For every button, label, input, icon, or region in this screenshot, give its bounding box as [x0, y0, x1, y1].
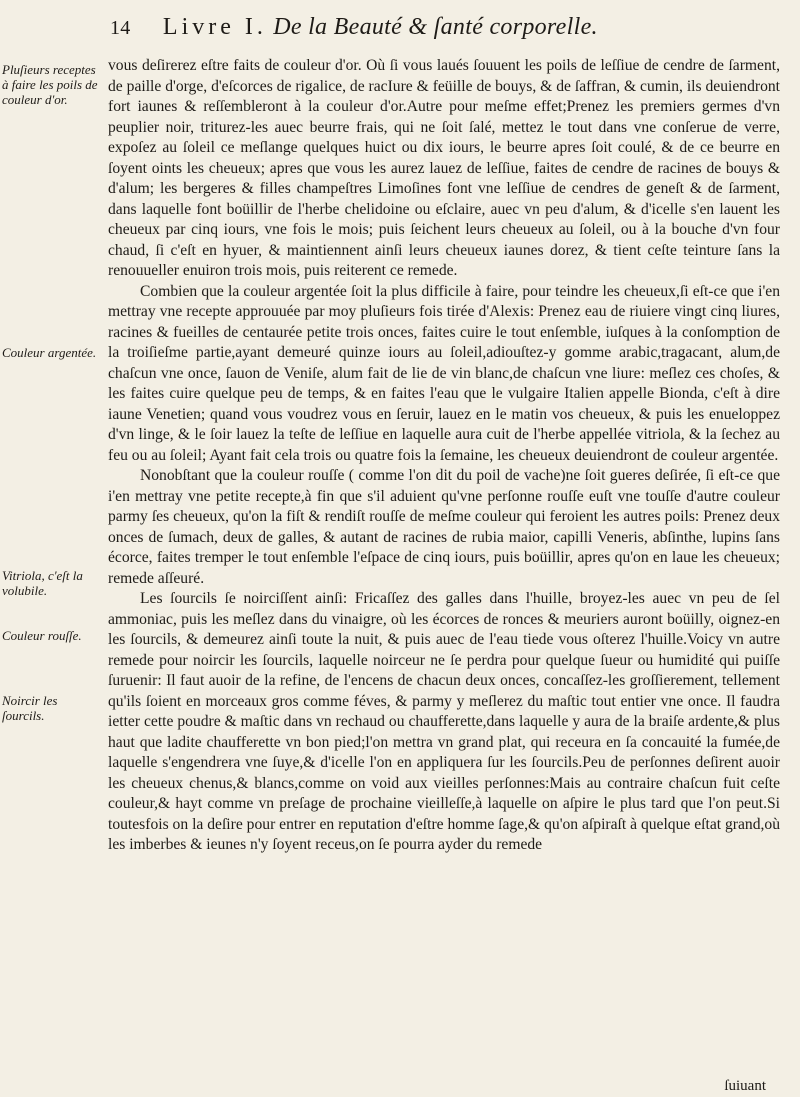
paragraph-red: Nonobſtant que la couleur rouſſe ( comme l'on dit du poil de vache)ne ſoit gueres deſirée, ſi eſt-ce que i'en mettray vne petite recepte,à fin que s'il aduient qu'vne perſonne rouſſe euſt vne touſſe d'autre couleur parmy ſes cheueux, qu'on la fiſt & rendiſt rouſſe de meſme couleur qui feroient les autres poils: Prenez deux onces de ſumach, deux de galles, & autant de racines de rubia maior, capilli Veneris, abſinthe, lupins ſans écorce, faites tremper le tout enſemble l'eſpace de cinq iours, puis boüillir, apres qu'on en laue les cheueux; remede aſſeuré. — [108, 467, 780, 587]
margin-note-eyebrows: Noircir les ſourcils. — [2, 693, 58, 723]
margin-note-gold-hair: Pluſieurs receptes à faire les poils de couleur d'or. — [2, 62, 98, 107]
paragraph-gold: vous deſirerez eſtre faits de couleur d'or. Où ſi vous laués ſouuent les poils de leſſiue de cendre de ſarment, de paille d'orge, d'eſcorces de rigalice, de racIure & feüille de bouys, & de ſaffran, & cumin, ils deuiendront fort iaunes & reſſembleront à la couleur d'or.Autre pour meſme effet;Prenez les premiers germes d'vn peuplier noir, triturez-les auec beurre frais, qui ne ſoit ſalé, mettez le tout dans vne conſerue de verre, expoſez au ſoleil ce meſlange quelques huict ou dix iours, le beurre apres ſoit coulé, & de ce beurre en ſoyent oints les cheueux; apres que vous les aurez lauez de leſſiue, faites de cendre de racines de bouys & d'alum; les bergeres & filles champeſtres Limoſines font vne leſſiue de cendres de geneſt & de ſarment, dans laquelle font boüillir de l'herbe chelidoine ou eſclaire, auec vn peu d'alum, & d'icelle s'en lauent les cheueux par cinq iours, vne fois le mois; puis ſeichent leurs cheueux au ſoleil, ou à la bouche d'vn four chaud, ſi c'eſt en hyuer, & maintiennent ainſi leurs cheueux iaunes dorez, & tient ceſte teinture ſans la renouueller enuiron trois mois, puis reiterent ce remede. — [108, 57, 780, 279]
running-head-livre: Livre I. — [162, 14, 267, 40]
margin-note-red: Couleur rouſſe. — [2, 628, 82, 643]
running-head-title: De la Beauté & ſanté corporelle. — [273, 14, 598, 40]
margin-note-vitriola: Vitriola, c'eſt la volubile. — [2, 568, 83, 598]
paragraph-eyebrows: Les ſourcils ſe noirciſſent ainſi: Fricaſſez des galles dans l'huille, broyez-les auec vn peu de ſel ammoniac, puis les meſlez dans du vinaigre, où les écorces de ronces & meuriers auront boüilly, oignez-en les ſourcils, & demeurez ainſi toute la nuit, & puis auec de l'eau tiede vous oſterez l'huille.Voicy vn autre remede pour noircir les ſourcils, laquelle noirceur ne ſe perdra pour quelque ſueur ou humidité qui puiſſe ſuruenir: Il faut auoir de la refine, de l'encens de chacun deux onces, concaſſez-les groſſierement, tellement qu'ils ſoient en morceaux gros comme féves, & parmy y meſlerez du maſtic tout entier vne once. Il faudra ietter cette poudre & maſtic dans vn rechaud ou chaufferette,dans laquelle y aura de la braiſe ardente,& plus haut que ladite chaufferette vn bon pied;l'on mettra vn grand plat, qui receura en ſa concauité la fumée,de laquelle s'engendrera vne ſuye,& d'icelle l'on en appliquera ſur les ſourcils.Peu de perſonnes deſirent auoir les cheueux chenus,& blancs,comme on void aux vieilles perſonnes:Mais au contraire chaſcun fuit ceſte couleur,& hayt comme vn preſage de prochaine vieilleſſe,à laquelle on aſpire le plus tard que l'on peut.Si toutesfois on la deſire pour entrer en reputation d'eſtre homme ſage,& qu'on aſpiraſt à quelque eſtat grand,où les imberbes & ieunes n'y ſoyent receus,on ſe pourra ayder du remede — [108, 590, 780, 853]
paragraph-silver: Combien que la couleur argentée ſoit la plus difficile à faire, pour teindre les cheueux,ſi eſt-ce que i'en mettray vne recepte approuuée par moy pluſieurs fois tirée d'Alexis: Prenez eau de riuiere vingt cinq liures, racines & fueilles de centaurée petite trois onces, faites cuire le tout enſemble, iuſques à la conſomption de la troiſieſme partie,ayant demeuré quinze iours au ſoleil,adiouſtez-y gomme arabic,tragacant, alum,de chaſcun vne once, ſauon de Veniſe, alum fait de lie de vin blanc,de chaſcun vne liure: meſlez ces choſes, & les faites cuire quelque peu de temps, & en faites l'eau que le vulgaire Italien appelle Bionda, c'eſt à dire iaune Venetien; quand vous voudrez vous en ſeruir, lauez en le matin vos cheueux, & puis les enueloppez d'vn linge, & le ſoir lauez la teſte de leſſiue en laquelle aura cuit de l'herbe appellée vitriola, & la ſechez au feu ou au ſoleil; Ayant fait cela trois ou quatre fois la ſemaine, les cheueux deuiendront de couleur argentée. — [108, 282, 780, 464]
page-number: 14 — [110, 17, 131, 39]
margin-note-silver: Couleur argentée. — [2, 345, 97, 360]
catchword: ſuiuant — [724, 1078, 766, 1094]
running-head — [110, 14, 730, 50]
body-text — [108, 56, 780, 1084]
